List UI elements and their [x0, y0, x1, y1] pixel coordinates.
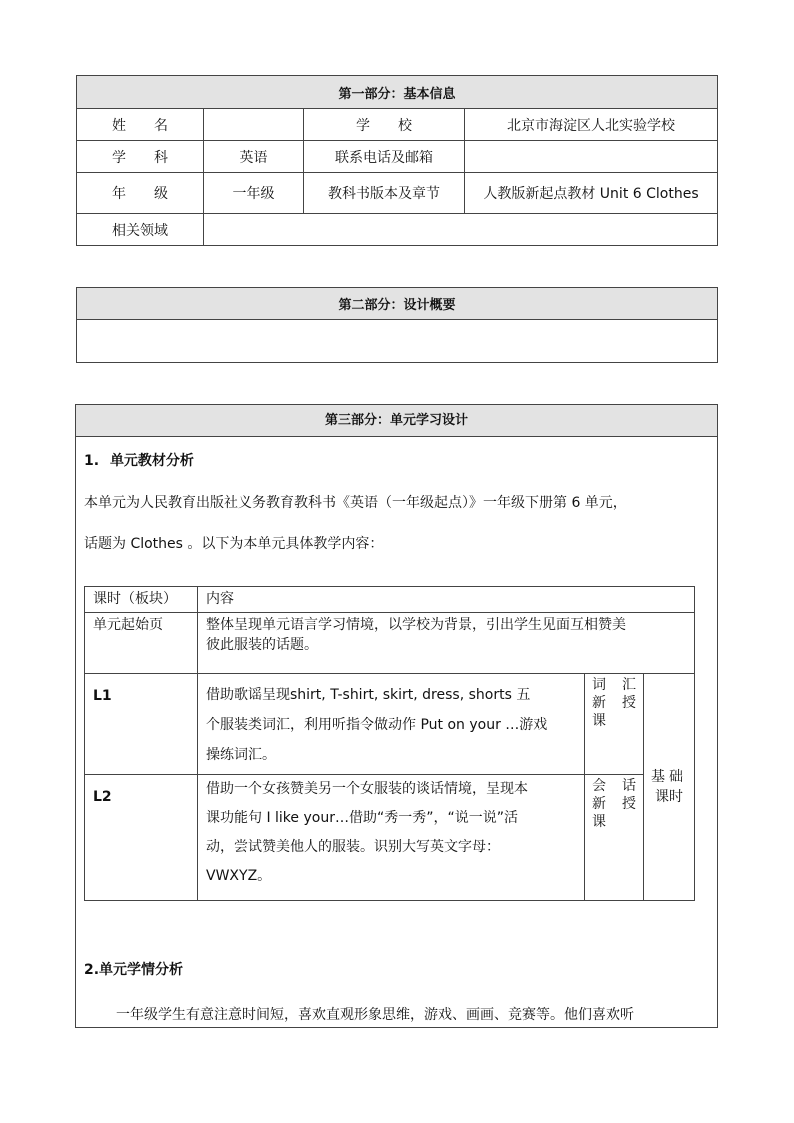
textbook-value[interactable]: 人教版新起点教材 Unit 6 Clothes — [465, 173, 718, 214]
row1-content — [198, 613, 695, 674]
row3-type-line2: 新授 — [592, 796, 636, 812]
section2-title: 2.单元学情分析 — [84, 962, 184, 978]
grade-value[interactable]: 一年级 — [204, 173, 304, 214]
basic-lesson-cell — [644, 674, 695, 901]
basic-line2: 课时 — [655, 789, 683, 805]
part3-title: 第三部分：单元学习设计 — [76, 405, 717, 437]
row3-type-line3: 课 — [592, 814, 606, 830]
row1-label: 单元起始页 — [85, 613, 198, 674]
row3-text-line1: 借助一个女孩赞美另一个女服装的谈话情境，呈现本 — [206, 781, 528, 797]
part1-title: 第一部分：基本信息 — [77, 76, 718, 109]
row2-type-line2: 新授 — [592, 695, 636, 711]
header-lesson: 课时（板块） — [85, 587, 198, 613]
row3-type-line1: 会话 — [592, 778, 636, 794]
row3-text-line4: VWXYZ。 — [206, 868, 272, 884]
school-value[interactable]: 北京市海淀区人北实验学校 — [465, 109, 718, 141]
row3-type — [585, 775, 644, 901]
row3-label: L2 — [85, 775, 198, 901]
row2-text-line1: 借助歌谣呈现shirt, T-shirt, skirt, dress, shorts 五 — [206, 687, 531, 703]
design-overview-body[interactable] — [77, 320, 718, 363]
subject-value[interactable]: 英语 — [204, 141, 304, 173]
row2-type-line1: 词汇 — [592, 677, 636, 693]
grade-label: 年 级 — [77, 173, 204, 214]
header-content: 内容 — [198, 587, 695, 613]
para1-line2: 话题为 Clothes 。以下为本单元具体教学内容： — [84, 536, 384, 552]
row3-text-line2: 课功能句 I like your…借助“秀一秀”，“说一说”活 — [206, 810, 518, 826]
name-value[interactable] — [204, 109, 304, 141]
field-value[interactable] — [204, 214, 718, 246]
row2-text-line3: 操练词汇。 — [206, 747, 276, 763]
subject-label: 学 科 — [77, 141, 204, 173]
para1-line1: 本单元为人民教育出版社义务教育教科书《英语（一年级起点）》一年级下册第 6 单元， — [84, 495, 627, 511]
section1-number: 1. — [84, 453, 100, 469]
basic-info-table — [76, 75, 718, 246]
part2-title: 第二部分：设计概要 — [77, 288, 718, 320]
lesson-content-table — [84, 586, 695, 901]
textbook-label: 教科书版本及章节 — [304, 173, 465, 214]
row3-content — [198, 775, 585, 901]
name-label: 姓 名 — [77, 109, 204, 141]
row2-text-line2: 个服装类词汇，利用听指令做动作 Put on your …游戏 — [206, 717, 548, 733]
field-label: 相关领域 — [77, 214, 204, 246]
row1-text-line2: 彼此服装的话题。 — [206, 637, 318, 653]
para2: 一年级学生有意注意时间短，喜欢直观形象思维，游戏、画画、竞赛等。他们喜欢听 — [116, 1007, 634, 1023]
row2-content — [198, 674, 585, 775]
contact-value[interactable] — [465, 141, 718, 173]
contact-label: 联系电话及邮箱 — [304, 141, 465, 173]
section1-title: 单元教材分析 — [109, 453, 194, 469]
row2-label: L1 — [85, 674, 198, 775]
design-overview-table — [76, 287, 718, 363]
row2-type-line3: 课 — [592, 713, 606, 729]
basic-line1: 基础 — [651, 769, 687, 785]
section1-heading — [84, 450, 194, 470]
row3-text-line3: 动，尝试赞美他人的服装。识别大写英文字母： — [206, 839, 500, 855]
row2-type — [585, 674, 644, 775]
row1-text-line1: 整体呈现单元语言学习情境，以学校为背景，引出学生见面互相赞美 — [206, 617, 626, 633]
unit-design-section — [75, 404, 718, 1028]
school-label: 学 校 — [304, 109, 465, 141]
